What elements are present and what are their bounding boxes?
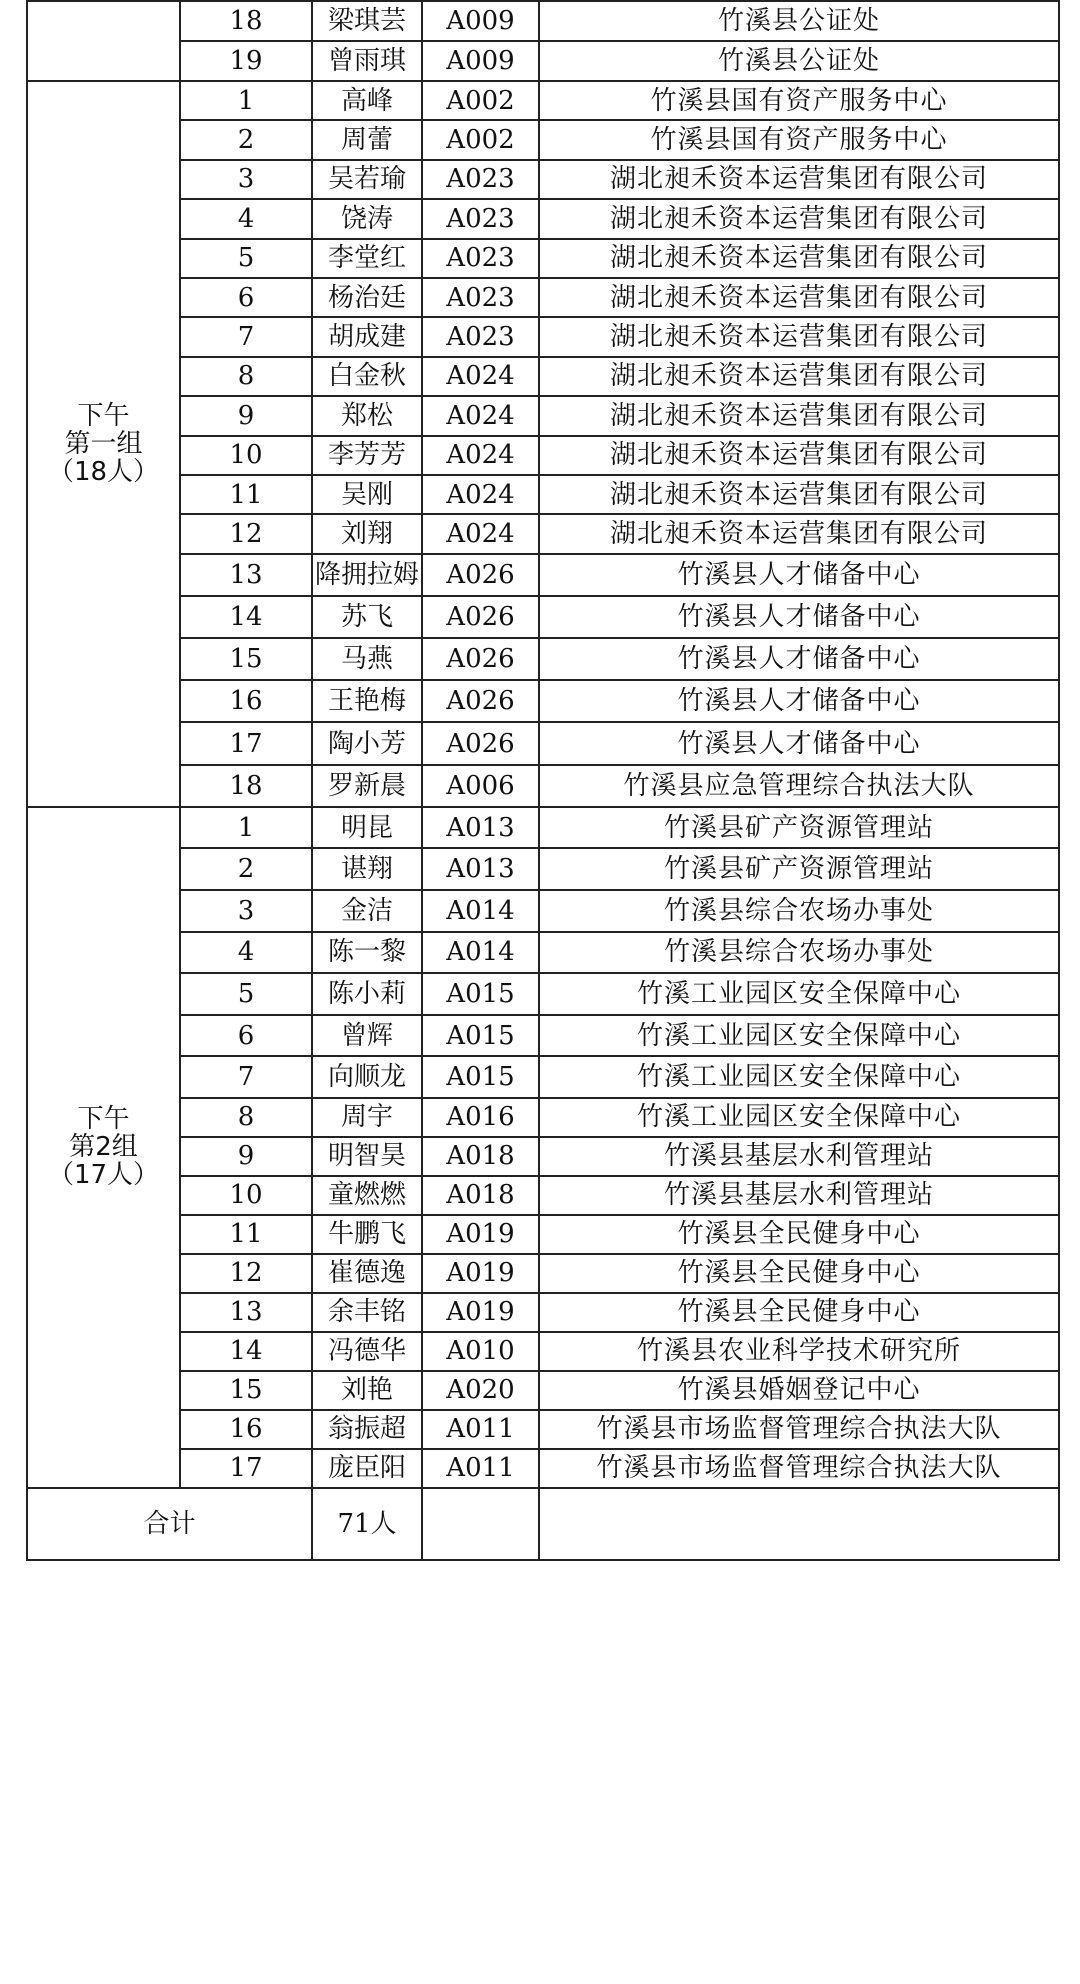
table-row — [27, 1332, 1059, 1371]
position-code-cell: A019 — [422, 1215, 539, 1254]
table-row — [27, 199, 1059, 238]
row-number-cell: 12 — [180, 514, 312, 553]
position-code-cell: A011 — [422, 1410, 539, 1449]
unit-cell: 湖北昶禾资本运营集团有限公司 — [539, 514, 1059, 553]
unit-cell: 湖北昶禾资本运营集团有限公司 — [539, 239, 1059, 278]
table-row — [27, 317, 1059, 356]
position-code-cell: A014 — [422, 932, 539, 974]
position-code-cell: A026 — [422, 680, 539, 722]
row-number-cell: 3 — [180, 160, 312, 199]
unit-cell: 竹溪工业园区安全保障中心 — [539, 1015, 1059, 1057]
row-number-cell: 2 — [180, 120, 312, 159]
group-label-line-1: 下午 — [77, 1104, 130, 1135]
table-row — [27, 1137, 1059, 1176]
position-code-cell: A006 — [422, 765, 539, 807]
table-row — [27, 722, 1059, 764]
row-number-cell: 13 — [180, 1293, 312, 1332]
position-code-cell: A011 — [422, 1449, 539, 1488]
position-code-cell: A013 — [422, 848, 539, 890]
name-cell: 陈一黎 — [312, 932, 422, 974]
group-label-line-3: （17人） — [47, 1160, 160, 1191]
position-code-cell: A015 — [422, 1056, 539, 1098]
table-row — [27, 932, 1059, 974]
name-cell: 梁琪芸 — [312, 1, 422, 41]
name-cell: 童燃燃 — [312, 1176, 422, 1215]
name-cell: 明智昊 — [312, 1137, 422, 1176]
row-number-cell: 2 — [180, 848, 312, 890]
name-cell: 苏飞 — [312, 596, 422, 638]
name-cell: 向顺龙 — [312, 1056, 422, 1098]
table-row — [27, 120, 1059, 159]
name-cell: 周蕾 — [312, 120, 422, 159]
unit-cell: 竹溪县市场监督管理综合执法大队 — [539, 1449, 1059, 1488]
row-number-cell: 4 — [180, 932, 312, 974]
group-label-cell — [27, 81, 180, 807]
total-label-cell: 合计 — [27, 1488, 312, 1560]
table-row — [27, 475, 1059, 514]
table-row — [27, 1056, 1059, 1098]
total-empty-cell — [422, 1488, 539, 1560]
name-cell: 牛鹏飞 — [312, 1215, 422, 1254]
table-row — [27, 1371, 1059, 1410]
unit-cell: 竹溪县农业科学技术研究所 — [539, 1332, 1059, 1371]
position-code-cell: A023 — [422, 278, 539, 317]
unit-cell: 竹溪工业园区安全保障中心 — [539, 1056, 1059, 1098]
position-code-cell: A026 — [422, 638, 539, 680]
name-cell: 胡成建 — [312, 317, 422, 356]
name-cell: 马燕 — [312, 638, 422, 680]
position-code-cell: A024 — [422, 436, 539, 475]
unit-cell: 湖北昶禾资本运营集团有限公司 — [539, 278, 1059, 317]
unit-cell: 竹溪县公证处 — [539, 41, 1059, 81]
row-number-cell: 8 — [180, 1098, 312, 1137]
table-row — [27, 1254, 1059, 1293]
table-row — [27, 436, 1059, 475]
group-label-cell — [27, 807, 180, 1488]
position-code-cell: A024 — [422, 396, 539, 435]
total-value-cell: 71人 — [312, 1488, 422, 1560]
position-code-cell: A024 — [422, 475, 539, 514]
position-code-cell: A014 — [422, 890, 539, 932]
row-number-cell: 18 — [180, 765, 312, 807]
row-number-cell: 19 — [180, 41, 312, 81]
position-code-cell: A026 — [422, 596, 539, 638]
row-number-cell: 6 — [180, 278, 312, 317]
row-number-cell: 7 — [180, 1056, 312, 1098]
row-number-cell: 6 — [180, 1015, 312, 1057]
name-cell: 刘艳 — [312, 1371, 422, 1410]
table-row — [27, 278, 1059, 317]
row-number-cell: 12 — [180, 1254, 312, 1293]
table-row — [27, 396, 1059, 435]
table-row — [27, 1176, 1059, 1215]
table-row — [27, 554, 1059, 596]
name-cell: 谌翔 — [312, 848, 422, 890]
name-cell: 高峰 — [312, 81, 422, 120]
position-code-cell: A018 — [422, 1137, 539, 1176]
unit-cell: 湖北昶禾资本运营集团有限公司 — [539, 436, 1059, 475]
unit-cell: 竹溪县全民健身中心 — [539, 1215, 1059, 1254]
table-row — [27, 81, 1059, 120]
row-number-cell: 13 — [180, 554, 312, 596]
position-code-cell: A015 — [422, 973, 539, 1015]
position-code-cell: A002 — [422, 81, 539, 120]
name-cell: 李堂红 — [312, 239, 422, 278]
row-number-cell: 15 — [180, 638, 312, 680]
table-row — [27, 638, 1059, 680]
group-label-line-3: （18人） — [47, 456, 160, 487]
unit-cell: 竹溪县市场监督管理综合执法大队 — [539, 1410, 1059, 1449]
name-cell: 庞臣阳 — [312, 1449, 422, 1488]
row-number-cell: 16 — [180, 680, 312, 722]
unit-cell: 竹溪县公证处 — [539, 1, 1059, 41]
table-row — [27, 1410, 1059, 1449]
position-code-cell: A026 — [422, 722, 539, 764]
row-number-cell: 11 — [180, 475, 312, 514]
table-row — [27, 680, 1059, 722]
name-cell: 吴刚 — [312, 475, 422, 514]
unit-cell: 湖北昶禾资本运营集团有限公司 — [539, 199, 1059, 238]
row-number-cell: 5 — [180, 973, 312, 1015]
position-code-cell: A020 — [422, 1371, 539, 1410]
row-number-cell: 18 — [180, 1, 312, 41]
unit-cell: 竹溪县婚姻登记中心 — [539, 1371, 1059, 1410]
position-code-cell: A013 — [422, 807, 539, 849]
position-code-cell: A015 — [422, 1015, 539, 1057]
name-cell: 冯德华 — [312, 1332, 422, 1371]
table-row — [27, 514, 1059, 553]
total-empty-cell — [539, 1488, 1059, 1560]
name-cell: 郑松 — [312, 396, 422, 435]
name-cell: 降拥拉姆 — [312, 554, 422, 596]
group-label-line-2: 第2组 — [69, 1132, 138, 1163]
row-number-cell: 17 — [180, 722, 312, 764]
table-row — [27, 1215, 1059, 1254]
table-row — [27, 807, 1059, 849]
position-code-cell: A024 — [422, 514, 539, 553]
name-cell: 饶涛 — [312, 199, 422, 238]
table-row — [27, 357, 1059, 396]
row-number-cell: 4 — [180, 199, 312, 238]
row-number-cell: 16 — [180, 1410, 312, 1449]
row-number-cell: 9 — [180, 396, 312, 435]
row-number-cell: 15 — [180, 1371, 312, 1410]
unit-cell: 湖北昶禾资本运营集团有限公司 — [539, 475, 1059, 514]
row-number-cell: 17 — [180, 1449, 312, 1488]
unit-cell: 竹溪县国有资产服务中心 — [539, 120, 1059, 159]
table-row — [27, 890, 1059, 932]
name-cell: 金洁 — [312, 890, 422, 932]
unit-cell: 竹溪县全民健身中心 — [539, 1254, 1059, 1293]
unit-cell: 竹溪工业园区安全保障中心 — [539, 973, 1059, 1015]
table-row — [27, 596, 1059, 638]
table-row — [27, 239, 1059, 278]
position-code-cell: A024 — [422, 357, 539, 396]
position-code-cell: A016 — [422, 1098, 539, 1137]
unit-cell: 竹溪县全民健身中心 — [539, 1293, 1059, 1332]
name-cell: 明昆 — [312, 807, 422, 849]
unit-cell: 湖北昶禾资本运营集团有限公司 — [539, 396, 1059, 435]
position-code-cell: A026 — [422, 554, 539, 596]
unit-cell: 竹溪县国有资产服务中心 — [539, 81, 1059, 120]
group-label-cell — [27, 1, 180, 81]
table-row — [27, 1, 1059, 41]
table-row — [27, 765, 1059, 807]
unit-cell: 竹溪县基层水利管理站 — [539, 1176, 1059, 1215]
unit-cell: 竹溪县人才储备中心 — [539, 722, 1059, 764]
name-cell: 白金秋 — [312, 357, 422, 396]
table-row — [27, 41, 1059, 81]
unit-cell: 湖北昶禾资本运营集团有限公司 — [539, 357, 1059, 396]
table-row — [27, 1098, 1059, 1137]
position-code-cell: A019 — [422, 1293, 539, 1332]
position-code-cell: A019 — [422, 1254, 539, 1293]
name-cell: 罗新晨 — [312, 765, 422, 807]
unit-cell: 湖北昶禾资本运营集团有限公司 — [539, 317, 1059, 356]
table-row — [27, 848, 1059, 890]
row-number-cell: 7 — [180, 317, 312, 356]
name-cell: 王艳梅 — [312, 680, 422, 722]
unit-cell: 竹溪县矿产资源管理站 — [539, 807, 1059, 849]
table-row — [27, 1015, 1059, 1057]
name-cell: 余丰铭 — [312, 1293, 422, 1332]
total-row — [27, 1488, 1059, 1560]
name-cell: 刘翔 — [312, 514, 422, 553]
position-code-cell: A023 — [422, 317, 539, 356]
position-code-cell: A010 — [422, 1332, 539, 1371]
unit-cell: 竹溪县人才储备中心 — [539, 680, 1059, 722]
name-cell: 翁振超 — [312, 1410, 422, 1449]
position-code-cell: A009 — [422, 1, 539, 41]
name-cell: 李芳芳 — [312, 436, 422, 475]
unit-cell: 竹溪县综合农场办事处 — [539, 932, 1059, 974]
position-code-cell: A023 — [422, 160, 539, 199]
unit-cell: 竹溪县人才储备中心 — [539, 596, 1059, 638]
unit-cell: 竹溪工业园区安全保障中心 — [539, 1098, 1059, 1137]
name-cell: 周宇 — [312, 1098, 422, 1137]
row-number-cell: 9 — [180, 1137, 312, 1176]
position-code-cell: A023 — [422, 199, 539, 238]
unit-cell: 竹溪县矿产资源管理站 — [539, 848, 1059, 890]
unit-cell: 竹溪县综合农场办事处 — [539, 890, 1059, 932]
name-cell: 吴若瑜 — [312, 160, 422, 199]
row-number-cell: 14 — [180, 596, 312, 638]
row-number-cell: 14 — [180, 1332, 312, 1371]
name-cell: 陈小莉 — [312, 973, 422, 1015]
name-cell: 杨治廷 — [312, 278, 422, 317]
table-row — [27, 973, 1059, 1015]
name-cell: 曾辉 — [312, 1015, 422, 1057]
row-number-cell: 5 — [180, 239, 312, 278]
position-code-cell: A002 — [422, 120, 539, 159]
unit-cell: 竹溪县人才储备中心 — [539, 554, 1059, 596]
unit-cell: 竹溪县应急管理综合执法大队 — [539, 765, 1059, 807]
row-number-cell: 1 — [180, 807, 312, 849]
row-number-cell: 10 — [180, 1176, 312, 1215]
position-code-cell: A018 — [422, 1176, 539, 1215]
row-number-cell: 10 — [180, 436, 312, 475]
row-number-cell: 8 — [180, 357, 312, 396]
unit-cell: 湖北昶禾资本运营集团有限公司 — [539, 160, 1059, 199]
unit-cell: 竹溪县人才储备中心 — [539, 638, 1059, 680]
position-code-cell: A023 — [422, 239, 539, 278]
table-row — [27, 1449, 1059, 1488]
roster-table-body — [27, 1, 1059, 1560]
name-cell: 崔德逸 — [312, 1254, 422, 1293]
unit-cell: 竹溪县基层水利管理站 — [539, 1137, 1059, 1176]
name-cell: 陶小芳 — [312, 722, 422, 764]
position-code-cell: A009 — [422, 41, 539, 81]
row-number-cell: 11 — [180, 1215, 312, 1254]
table-row — [27, 160, 1059, 199]
name-cell: 曾雨琪 — [312, 41, 422, 81]
table-row — [27, 1293, 1059, 1332]
group-label-line-1: 下午 — [77, 400, 130, 431]
roster-table — [26, 0, 1060, 1561]
group-label-line-2: 第一组 — [64, 428, 143, 459]
row-number-cell: 3 — [180, 890, 312, 932]
row-number-cell: 1 — [180, 81, 312, 120]
